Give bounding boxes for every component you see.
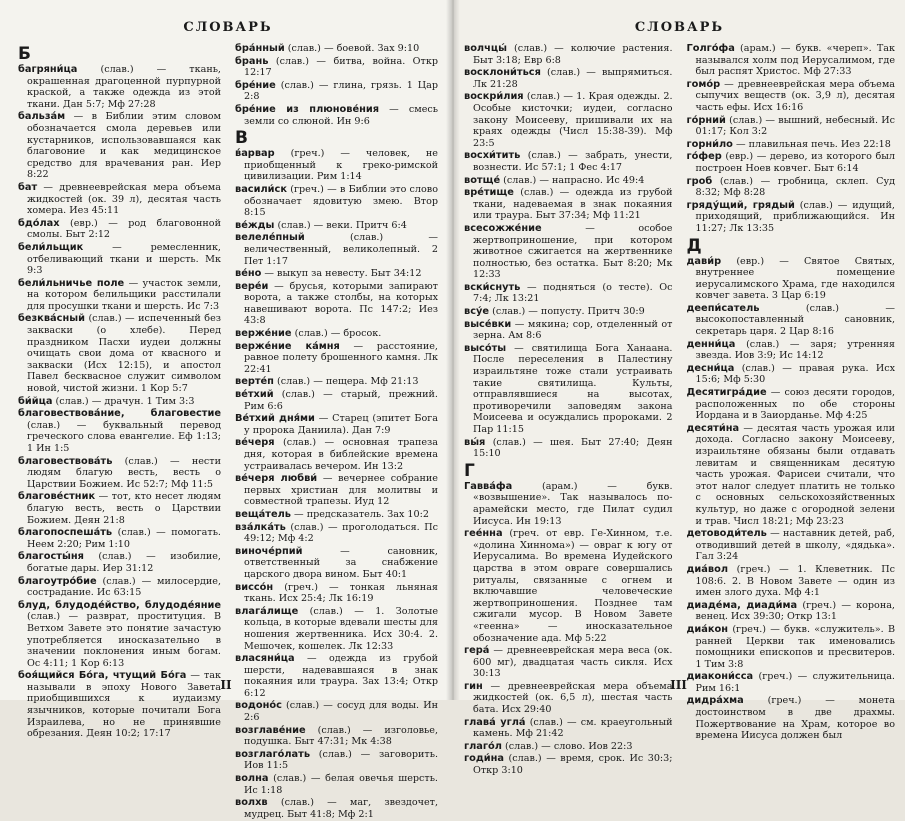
page-number-right: III <box>670 678 687 692</box>
section-letter: В <box>235 128 248 149</box>
entry-definition: (слав.) — драчун. 1 Тим 3:3 <box>55 395 195 407</box>
entry-definition: (слав.) — пещера. Мф 21:13 <box>277 376 419 388</box>
dictionary-entry <box>687 363 896 386</box>
entry-headword: гроб <box>686 175 713 187</box>
entry-definition: — расстояние, равное полету брошенного камня. Лк 22:41 <box>244 340 438 375</box>
entry-headword: гряду́щий, грядый <box>686 199 795 211</box>
dictionary-entry <box>687 256 896 302</box>
entry-headword: ве́жды <box>235 219 275 231</box>
dictionary-entry <box>687 176 896 199</box>
dictionary-entry <box>235 104 438 127</box>
entry-definition: (греч.) — букв. «служитель». В ранней Церкви так именовались помощники епископов и пресвитеров. 1 Тим 3:8 <box>695 623 895 670</box>
entry-definition: (арам.) — букв. «череп». Так назывался холм под Иерусалимом, где был распят Христос. Мф 27:33 <box>695 43 895 78</box>
entry-definition: — мякина; сор, отделенный от зерна. Ам 8:6 <box>473 318 673 342</box>
dictionary-entry <box>235 148 438 183</box>
left-page <box>0 0 452 820</box>
entry-definition: — так называли в эпоху Нового Завета приобщившихся к иудаизму язычников, которые почитали Бога Израилева, но не принявшие обрезания. Деян 10:2; 17:17 <box>27 670 221 740</box>
entry-definition: — предсказатель. Зах 10:2 <box>294 508 429 520</box>
dictionary-entry <box>687 624 896 670</box>
entry-definition: — плавильная печь. Иез 22:18 <box>735 138 891 150</box>
entry-headword: бели́льничье поле <box>18 277 125 289</box>
entry-definition: (слав.) — сосуд для воды. Ин 2:6 <box>244 700 438 724</box>
dictionary-entry <box>235 268 438 280</box>
entry-definition: — смесь земли со слюной. Ин 9:6 <box>244 103 438 127</box>
entry-definition: (слав.) — вышний, небесный. Ис 01:17; Кол 3:2 <box>695 114 895 138</box>
entry-definition: (слав.) — основная трапеза дня, которая в библейские времена устраивалась вечером. Ин 13:2 <box>244 437 438 472</box>
entry-headword: бре́ние из плюнове́ния <box>235 103 380 115</box>
dictionary-entry <box>235 232 438 267</box>
entry-definition: (греч.) — служительница. Рим 16:1 <box>695 671 895 694</box>
dictionary-entry <box>687 151 896 174</box>
dictionary-entry <box>18 111 221 181</box>
dictionary-entry <box>18 242 221 277</box>
entry-definition: — в Библии этим словом обозначается смола деревьев или кустарников, использовавшаяся как благовоние и как медицинское средство для врачевания ран. Иер 8:22 <box>27 111 221 181</box>
dictionary-entry <box>687 339 896 362</box>
entry-headword: би́йца <box>18 395 53 407</box>
entry-definition: (слав.) — милосердие, сострадание. Ис 63:15 <box>27 575 221 599</box>
entry-headword: ве́черя любви́ <box>235 473 318 485</box>
dictionary-entry <box>18 491 221 526</box>
entry-definition: (слав.) — испеченный без закваски (о хлебе). Перед праздником Пасхи иудеи должны очищать свои дома от квасного и закваски (Исх 12:15), и апостол Павел бесквасное служит символом новой, чистой жизни. 1 Кор 5:7 <box>27 313 221 395</box>
entry-headword: верте́п <box>235 376 274 388</box>
page-number-left: II <box>220 678 232 692</box>
entry-definition: (слав.) — см. краеугольный камень. Мф 21:42 <box>473 716 673 740</box>
entry-definition: (слав.) — шея. Быт 27:40; Деян 15:10 <box>473 436 673 460</box>
dictionary-entry <box>235 389 438 412</box>
entry-definition: — участок земли, на котором белильщики расстилали для просушки ткани и шерсть. Ис 7:3 <box>27 277 221 312</box>
entry-definition: (слав.) — белая овечья шерсть. Ис 1:18 <box>244 773 438 796</box>
dictionary-entry <box>235 43 438 55</box>
entry-headword: гин <box>464 680 483 692</box>
dictionary-entry <box>235 725 438 748</box>
entry-headword: боя́щийся Бо́га, чтущий Бо́га <box>18 670 187 682</box>
entry-headword: глаго́л <box>464 740 502 752</box>
entry-definition: (евр.) — дерево, из которого был построен Ноев ковчег. Быт 6:14 <box>695 151 896 174</box>
entry-headword: вере́и <box>235 280 269 292</box>
entry-definition: — ремесленник, отбеливающий ткани и шерсть. Мк 9:3 <box>27 241 221 277</box>
entry-definition: (греч.) — в Библии это слово обозначает ядовитую змею. Втор 8:15 <box>244 183 438 219</box>
entry-headword: всесожже́ние <box>464 222 542 234</box>
left-column-1 <box>18 43 221 821</box>
dictionary-entry <box>687 139 896 151</box>
entry-headword: волна <box>235 773 269 785</box>
dictionary-entry <box>235 582 438 605</box>
dictionary-entry <box>235 509 438 521</box>
dictionary-entry <box>18 456 221 491</box>
entry-definition: (слав.) — старый, прежний. Рим 6:6 <box>244 389 438 412</box>
entry-definition: — древнееврейская мера объема сыпучих веществ (ок. 3,9 л), десятая часть ефы. Исх 16:16 <box>695 78 895 113</box>
dictionary-entry <box>235 56 438 79</box>
entry-definition: (слав.) — боевой. Зах 9:10 <box>287 43 420 54</box>
dictionary-entry <box>464 645 673 680</box>
entry-definition: — брусья, которыми запирают ворота, а также столбы, на которых навешивают ворота. Пс 147:2; Иез 43:8 <box>244 280 438 327</box>
entry-headword: Десятигра́дие <box>686 387 767 399</box>
entry-definition: (слав.) — слово. Иов 22:3 <box>505 740 633 752</box>
entry-headword: Ве́тхий дня́ми <box>235 413 315 425</box>
entry-definition: (слав.) — забрать, унести, вознести. Ис 57:1; 1 Фес 4:17 <box>473 150 673 173</box>
right-columns <box>464 43 895 778</box>
entry-definition: (слав.) — битва, война. Откр 12:17 <box>244 55 438 79</box>
entry-headword: восклони́ться <box>464 67 541 79</box>
entry-headword: бальза́м <box>18 111 66 123</box>
entry-headword: го́рний <box>686 114 726 126</box>
entry-definition: (греч.) — корона, венец. Исх 39:30; Откр 13:1 <box>695 599 895 623</box>
entry-definition: — древнееврейская мера объема жидкостей (ок. 6,5 л), шестая часть бата. Исх 29:40 <box>473 680 673 716</box>
dictionary-entry <box>235 522 438 545</box>
entry-headword: горни́ло <box>686 138 733 150</box>
entry-definition: (слав.) — заговорить. Иов 11:5 <box>244 748 438 772</box>
entry-headword: благоутро́бие <box>18 575 97 587</box>
entry-definition: (греч.) — 1. Клеветник. Пс 108:6. 2. В Новом Завете — один из имен злого духа. Мф 4:1 <box>695 563 895 599</box>
entry-definition: (слав.) — бросок. <box>294 328 382 340</box>
entry-definition: — древнееврейская мера веса (ок. 600 мг), двадцатая часть сикля. Исх 30:13 <box>473 645 673 680</box>
dictionary-entry <box>687 115 896 138</box>
dictionary-entry <box>18 313 221 394</box>
section-letter: Б <box>18 44 31 64</box>
section-letter: Г <box>464 460 475 481</box>
dictionary-entry <box>687 528 896 563</box>
entry-headword: влага́лище <box>235 605 299 617</box>
entry-headword: бре́ние <box>235 79 276 91</box>
right-column-1 <box>464 43 673 778</box>
entry-definition: — десятая часть урожая или дохода. Согласно закону Моисееву, израильтяне обязаны были отдавать левитам и священникам десятую часть урожая. Фарисеи считали, что этот налог следует платить не только с основных сельскохозяйственных культур, но даже с огородной зелени и трав. Числ 18:21; Мф 23:23 <box>695 422 895 527</box>
dictionary-entry <box>235 413 438 436</box>
entry-definition: (слав.) — изголовье, подушка. Быт 47:31; Мк 4:38 <box>244 724 438 748</box>
dictionary-entry <box>464 306 673 318</box>
entry-definition: (слав.) — одежда из грубой ткани, надеваемая в знак покаяния или траура. Быт 37:34; Мф 11:21 <box>473 187 673 222</box>
entry-headword: благосты́ня <box>18 551 84 563</box>
entry-headword: в́арвар <box>235 148 275 160</box>
entry-definition: (слав.) — маг, звездочет, мудрец. Быт 41:8; Мф 2:1 <box>244 797 438 820</box>
entry-definition: — древнееврейская мера объема жидкостей (ок. 39 л), десятая часть хомера. Иез 45:11 <box>27 181 221 217</box>
entry-definition: (слав.) — изобилие, богатые дары. Иер 31:12 <box>27 551 221 574</box>
dictionary-entry <box>18 278 221 313</box>
entry-definition: (греч.) — монета достоинством в две драхмы. Пожертвование на Храм, которое во времена Иисуса должен был <box>695 695 895 742</box>
entry-headword: глава́ угла́ <box>464 716 526 728</box>
entry-definition: (слав.) — буквальный перевод греческого слова евангелие. Еф 1:13; 1 Ин 1:5 <box>27 419 221 454</box>
entry-headword: волчцы́ <box>464 43 507 54</box>
dictionary-entry <box>464 67 673 90</box>
entry-definition: (слав.) — заря; утренняя звезда. Иов 3:9; Ис 14:12 <box>695 338 895 362</box>
dictionary-entry <box>464 717 673 740</box>
entry-headword: Гавва́фа <box>464 480 513 492</box>
dictionary-entry <box>235 700 438 723</box>
entry-definition: (слав.) — гробница, склеп. Суд 8:32; Мф 8:28 <box>695 175 895 199</box>
dictionary-entry <box>687 600 896 623</box>
dictionary-entry <box>18 182 221 217</box>
entry-headword: бра́нный <box>235 43 285 54</box>
entry-headword: десяти́на <box>686 422 740 434</box>
dictionary-entry <box>18 218 221 241</box>
entry-definition: (греч.) — человек, не приобщенный к греко-римской цивилизации. Рим 1:14 <box>244 148 438 183</box>
dictionary-entry <box>687 43 896 78</box>
entry-headword: вотще́ <box>464 174 501 186</box>
entry-headword: Голго́фа <box>686 43 735 54</box>
entry-headword: багряни́ца <box>18 64 78 75</box>
entry-headword: диаде́ма, диади́ма <box>686 599 798 611</box>
dictionary-entry <box>235 80 438 103</box>
entry-definition: — союз десяти городов, расположенных по обе стороны Иордана и в Заиорданье. Мф 4:25 <box>695 387 895 422</box>
entry-headword: власяни́ца <box>235 653 295 665</box>
entry-headword: вски́снуть <box>464 281 521 293</box>
entry-definition: (слав.) — проголодаться. Пс 49:12; Мф 4:2 <box>244 521 438 545</box>
dictionary-entry <box>18 396 221 408</box>
entry-headword: возглаве́ние <box>235 724 306 736</box>
dictionary-entry <box>235 606 438 652</box>
entry-headword: диа́кон <box>686 623 729 635</box>
entry-definition: — сановник, ответственный за снабжение царского двора вином. Быт 40:1 <box>244 545 438 580</box>
dictionary-entry <box>464 175 673 187</box>
entry-definition: — подняться (о тесте). Ос 7:4; Лк 13:21 <box>473 281 673 305</box>
entry-headword: вре́тище <box>464 187 514 199</box>
entry-headword: благопоспеша́ть <box>18 527 113 539</box>
dictionary-entry <box>235 437 438 472</box>
dictionary-entry <box>464 753 673 776</box>
dictionary-entry <box>235 376 438 388</box>
entry-headword: воскри́лия <box>464 91 524 103</box>
dictionary-entry <box>464 150 673 173</box>
entry-headword: верже́ние <box>235 328 292 340</box>
entry-headword: дави́р <box>686 255 722 267</box>
entry-definition: (слав.) — 1. Золотые кольца, в которые вдевали шесты для ношения жертвенника. Исх 30:4. 2. Мешочек, кошелек. Лк 12:33 <box>244 605 438 652</box>
entry-definition: (слав.) — высокопоставленный сановник, секретарь царя. 2 Цар 8:16 <box>695 302 895 338</box>
entry-headword: детоводи́тель <box>686 528 767 540</box>
entry-definition: (слав.) — колючие растения. Быт 3:18; Евр 6:8 <box>473 43 673 66</box>
dictionary-entry <box>464 528 673 644</box>
entry-headword: виссо́н <box>235 581 274 593</box>
entry-definition: (слав.) — разврат, проституция. В Ветхом Завете это понятие зачастую употребляется иносказательно в значении поклонения иным богам. Ос 4:11; 1 Кор 6:13 <box>27 611 221 669</box>
entry-headword: веща́тель <box>235 508 291 520</box>
entry-headword: гее́нна <box>464 528 503 540</box>
entry-headword: васили́ск <box>235 183 287 195</box>
entry-headword: гомо́р <box>686 78 721 90</box>
dictionary-entry <box>464 43 673 66</box>
entry-headword: волхв <box>235 797 268 809</box>
entry-headword: всу́е <box>464 306 490 318</box>
dictionary-entry <box>464 481 673 527</box>
dictionary-entry <box>464 282 673 305</box>
dictionary-entry <box>235 797 438 820</box>
left-columns <box>18 43 438 821</box>
dictionary-entry <box>18 551 221 574</box>
entry-headword: бели́льщик <box>18 241 84 253</box>
entry-definition: (слав.) — нести людям благую весть, весть о Царствии Божием. Ис 52:7; Мф 11:5 <box>27 455 221 490</box>
entry-definition: — наставник детей, раб, отводивший детей в школу, «дядька». Гал 3:24 <box>695 528 895 563</box>
dictionary-entry <box>687 303 896 338</box>
entry-definition: — тот, кто несет людям благую весть, весть о Царствии Божием. Деян 21:8 <box>27 491 221 526</box>
dictionary-entry <box>235 281 438 327</box>
dictionary-entry <box>235 328 438 340</box>
entry-definition: (слав.) — веки. Притч 6:4 <box>277 219 407 231</box>
entry-headword: высо́ты <box>464 342 507 354</box>
entry-headword: высе́вки <box>464 318 512 330</box>
entry-headword: блуд, блудоде́йство, блудоде́яние <box>18 599 221 611</box>
dictionary-entry <box>235 473 438 508</box>
entry-definition: — одежда из грубой шерсти, надевавшаяся в знак покаяния или траура. Зах 13:4; Откр 6:12 <box>244 653 438 699</box>
dictionary-entry <box>18 576 221 599</box>
entry-headword: ве́черя <box>235 437 275 449</box>
entry-definition: (греч. от евр. Ге-Хинном, т.е. «долина Хиннома») — овраг к югу от Иерусалима. Во времена Иудейского царства в этом овраге совершались ритуалы, связанные с огнем и включавшие человеческие жертвоприношения. Позднее там сжигали мусор. В Новом Завете «геенна» — иносказательное обозначение ада. Мф 5:22 <box>473 528 673 644</box>
dictionary-entry <box>464 437 673 460</box>
entry-definition: (слав.) — выпрямиться. Лк 21:28 <box>473 67 673 90</box>
dictionary-entry <box>464 741 673 753</box>
running-head-right: СЛОВАРЬ <box>634 20 725 35</box>
entry-headword: годи́на <box>464 753 505 765</box>
entry-headword: восхи́тить <box>464 150 521 162</box>
entry-definition: — особое жертвоприношение, при котором животное сжигается на жертвеннике полностью, без остатка. Быт 8:20; Мк 12:33 <box>473 222 673 281</box>
entry-headword: ве́но <box>235 268 262 280</box>
dictionary-entry <box>235 341 438 376</box>
entry-headword: вы́я <box>464 436 486 448</box>
entry-definition: (слав.) — время, срок. Ис 30:3; Откр 3:10 <box>473 753 673 777</box>
dictionary-entry <box>235 773 438 796</box>
dictionary-entry <box>464 187 673 222</box>
entry-headword: благовествова́ть <box>18 455 113 467</box>
dictionary-entry <box>687 79 896 114</box>
entry-headword: денни́ца <box>686 338 736 350</box>
left-column-2 <box>235 43 438 821</box>
dictionary-entry <box>235 184 438 219</box>
entry-definition: — выкуп за невесту. Быт 34:12 <box>264 268 422 280</box>
entry-definition: — святилища Бога Ханаана. После переселения в Палестину израильтяне тоже стали устраивать такие святилища. Культы, отправлявшиеся на высотах, противоречили заповедям закона Моисеева и осуждались пророками. 2 Пар 11:15 <box>473 342 673 435</box>
dictionary-entry <box>464 91 673 149</box>
entry-headword: деепи́сатель <box>686 302 760 314</box>
dictionary-entry <box>235 749 438 772</box>
dictionary-entry <box>687 695 896 741</box>
dictionary-entry <box>235 546 438 581</box>
entry-definition: — Старец (эпитет Бога у пророка Даниила). Дан 7:9 <box>244 413 438 436</box>
dictionary-entry <box>235 220 438 232</box>
entry-definition: (слав.) — напрасно. Ис 49:4 <box>503 174 645 186</box>
entry-definition: (евр.) — Святое Святых, внутреннее помещение иерусалимского Храма, где находился ковчег завета. 3 Цар 6:19 <box>695 255 895 302</box>
entry-headword: брань <box>235 55 269 67</box>
entry-headword: верже́ние ка́мня <box>235 340 340 352</box>
entry-definition: (слав.) — идущий, приходящий, приближающийся. Ин 11:27; Лк 13:35 <box>695 199 895 234</box>
entry-definition: (слав.) — попусту. Притч 30:9 <box>492 306 645 318</box>
entry-headword: безква́сный <box>18 313 85 325</box>
entry-headword: благове́стник <box>18 491 96 503</box>
entry-headword: гера́ <box>464 645 490 657</box>
right-column-2 <box>687 43 896 778</box>
dictionary-entry <box>464 223 673 281</box>
entry-definition: (слав.) — правая рука. Исх 15:6; Мф 5:30 <box>695 362 895 386</box>
entry-headword: го́фер <box>686 151 722 163</box>
dictionary-entry <box>687 200 896 235</box>
dictionary-entry <box>18 64 221 110</box>
dictionary-entry <box>687 564 896 599</box>
dictionary-entry <box>235 653 438 699</box>
entry-headword: бат <box>18 181 38 193</box>
entry-headword: водоно́с <box>235 700 282 712</box>
dictionary-entry <box>18 527 221 550</box>
entry-headword: вза́лка́ть <box>235 521 286 533</box>
dictionary-entry <box>18 600 221 670</box>
entry-definition: (евр.) — род благовонной смолы. Быт 2:12 <box>27 217 221 241</box>
entry-headword: десни́ца <box>686 362 735 374</box>
entry-headword: возглаго́лать <box>235 748 311 760</box>
entry-definition: (слав.) — глина, грязь. 1 Цар 2:8 <box>244 79 438 103</box>
section-letter: Д <box>686 235 702 256</box>
entry-headword: ве́тхий <box>235 389 274 401</box>
dictionary-entry <box>464 343 673 436</box>
dictionary-entry <box>464 319 673 342</box>
entry-definition: (слав.) — помогать. Неем 2:20; Рим 1:10 <box>27 527 221 550</box>
entry-headword: дидра́хма <box>686 695 744 707</box>
entry-headword: велеле́пный <box>235 232 305 244</box>
entry-headword: диа́вол <box>686 563 728 575</box>
right-page <box>452 0 905 777</box>
entry-definition: (слав.) — ткань, окрашенная драгоценной пурпурной краской, а также одежда из этой ткани. Дан 5:7; Мф 27:28 <box>27 64 221 110</box>
entry-headword: благовествова́ние, благовестие <box>18 408 221 420</box>
running-head-left: СЛОВАРЬ <box>183 20 273 35</box>
dictionary-entry <box>687 387 896 422</box>
entry-definition: (греч.) — тонкая льняная ткань. Исх 25:4; Лк 16:19 <box>244 581 438 605</box>
entry-definition: — вечернее собрание первых христиан для молитвы и совместной трапезы. Иуд 12 <box>244 473 438 508</box>
entry-headword: виноче́рпий <box>235 545 303 557</box>
entry-definition: (слав.) — величественный, великолепный. 2 Пет 1:17 <box>244 232 438 267</box>
entry-headword: диакони́сса <box>686 671 754 683</box>
entry-definition: (слав.) — 1. Края одежды. 2. Особые кисточки; иудеи, согласно закону Моисееву, пришивали их на краях одежды (Числ 15:38-39). Мф 23:5 <box>473 91 673 149</box>
entry-definition: (арам.) — букв. «возвышение». Так называлось по-арамейски место, где Пилат судил Иисуса. Ин 19:13 <box>473 480 673 527</box>
dictionary-entry <box>687 423 896 527</box>
dictionary-entry <box>18 408 221 454</box>
entry-headword: бдо́лах <box>18 217 60 229</box>
